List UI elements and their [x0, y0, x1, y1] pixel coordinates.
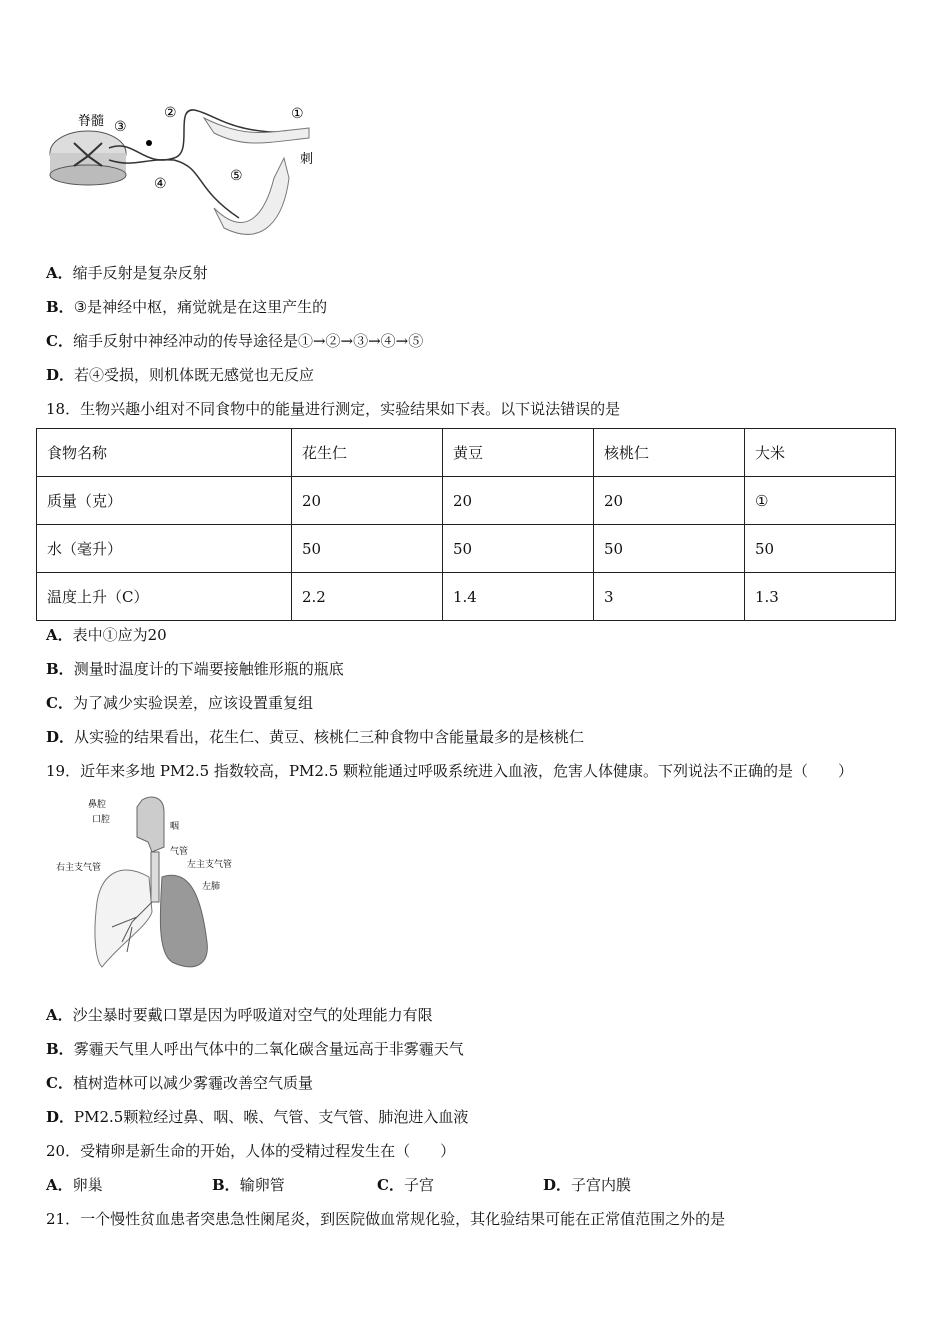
- table-cell: 水（毫升）: [37, 525, 292, 573]
- q17-option-c: C．缩手反射中神经冲动的传导途径是①→②→③→④→⑤: [46, 332, 424, 350]
- label-2: ②: [164, 105, 177, 121]
- table-cell: 50: [443, 525, 594, 573]
- table-row: [37, 573, 896, 621]
- table-cell: 2.2: [292, 573, 443, 621]
- table-cell: 50: [292, 525, 443, 573]
- q19-stem: 19．近年来多地 PM2.5 指数较高，PM2.5 颗粒能通过呼吸系统进入血液，危害人体健康。下列说法不正确的是（ ）: [46, 762, 854, 780]
- header-cell: 核桃仁: [594, 429, 745, 477]
- label-left-lung: 左肺: [202, 882, 221, 892]
- q20-option-d: D．子宫内膜: [543, 1176, 632, 1194]
- q18-option-d: D．从实验的结果看出，花生仁、黄豆、核桃仁三种食物中含能量最多的是核桃仁: [46, 728, 585, 746]
- table-cell: 3: [594, 573, 745, 621]
- q20-option-b: B．输卵管: [212, 1176, 285, 1194]
- q17-option-a: A．缩手反射是复杂反射: [46, 264, 208, 282]
- label-spinal-cord: 脊髓: [78, 114, 105, 129]
- table-cell: 20: [443, 477, 594, 525]
- q19-option-b: B．雾霾天气里人呼出气体中的二氧化碳含量远高于非雾霾天气: [46, 1040, 464, 1058]
- label-5: ⑤: [230, 168, 243, 184]
- q19-option-c: C．植树造林可以减少雾霾改善空气质量: [46, 1074, 313, 1092]
- header-cell: 大米: [745, 429, 896, 477]
- header-cell: 食物名称: [37, 429, 292, 477]
- q18-stem: 18．生物兴趣小组对不同食物中的能量进行测定，实验结果如下表。以下说法错误的是: [46, 400, 621, 418]
- q18-option-b: B．测量时温度计的下端要接触锥形瓶的瓶底: [46, 660, 344, 678]
- label-mouth: 口腔: [92, 815, 111, 825]
- table-cell: ①: [745, 477, 896, 525]
- table-cell: 20: [292, 477, 443, 525]
- header-cell: 黄豆: [443, 429, 594, 477]
- table-cell: 1.4: [443, 573, 594, 621]
- label-stimulus: 刺: [300, 152, 314, 167]
- q21-stem: 21．一个慢性贫血患者突患急性阑尾炎，到医院做血常规化验，其化验结果可能在正常值范围之外的是: [46, 1210, 726, 1228]
- table-cell: 1.3: [745, 573, 896, 621]
- food-energy-table: [36, 428, 896, 621]
- label-right-bronchus: 右主支气管: [56, 863, 102, 873]
- respiratory-system-figure: [52, 792, 252, 977]
- table-cell: 20: [594, 477, 745, 525]
- q17-option-b: B．③是神经中枢，痛觉就是在这里产生的: [46, 298, 328, 316]
- table-row: [37, 477, 896, 525]
- label-trachea: 气管: [170, 847, 189, 857]
- label-pharynx: 咽: [170, 822, 180, 832]
- q18-option-a: A．表中①应为20: [46, 626, 167, 644]
- table-row: [37, 525, 896, 573]
- table-cell: 质量（克）: [37, 477, 292, 525]
- label-nasal: 鼻腔: [88, 800, 107, 810]
- q17-option-d: D．若④受损，则机体既无感觉也无反应: [46, 366, 315, 384]
- header-cell: 花生仁: [292, 429, 443, 477]
- table-cell: 50: [594, 525, 745, 573]
- q19-option-d: D．PM2.5颗粒经过鼻、咽、喉、气管、支气管、肺泡进入血液: [46, 1108, 469, 1126]
- label-4: ④: [154, 176, 167, 192]
- q20-option-c: C．子宫: [377, 1176, 434, 1194]
- reflex-arc-figure: [44, 98, 334, 248]
- q18-option-c: C．为了减少实验误差，应该设置重复组: [46, 694, 313, 712]
- table-cell: 温度上升（C）: [37, 573, 292, 621]
- label-3: ③: [114, 119, 127, 135]
- q20-stem: 20．受精卵是新生命的开始，人体的受精过程发生在（ ）: [46, 1142, 456, 1160]
- label-left-bronchus: 左主支气管: [187, 860, 233, 870]
- q20-option-a: A．卵巢: [46, 1176, 103, 1194]
- q19-option-a: A．沙尘暴时要戴口罩是因为呼吸道对空气的处理能力有限: [46, 1006, 433, 1024]
- table-cell: 50: [745, 525, 896, 573]
- label-1: ①: [291, 106, 304, 122]
- table-header-row: [37, 429, 896, 477]
